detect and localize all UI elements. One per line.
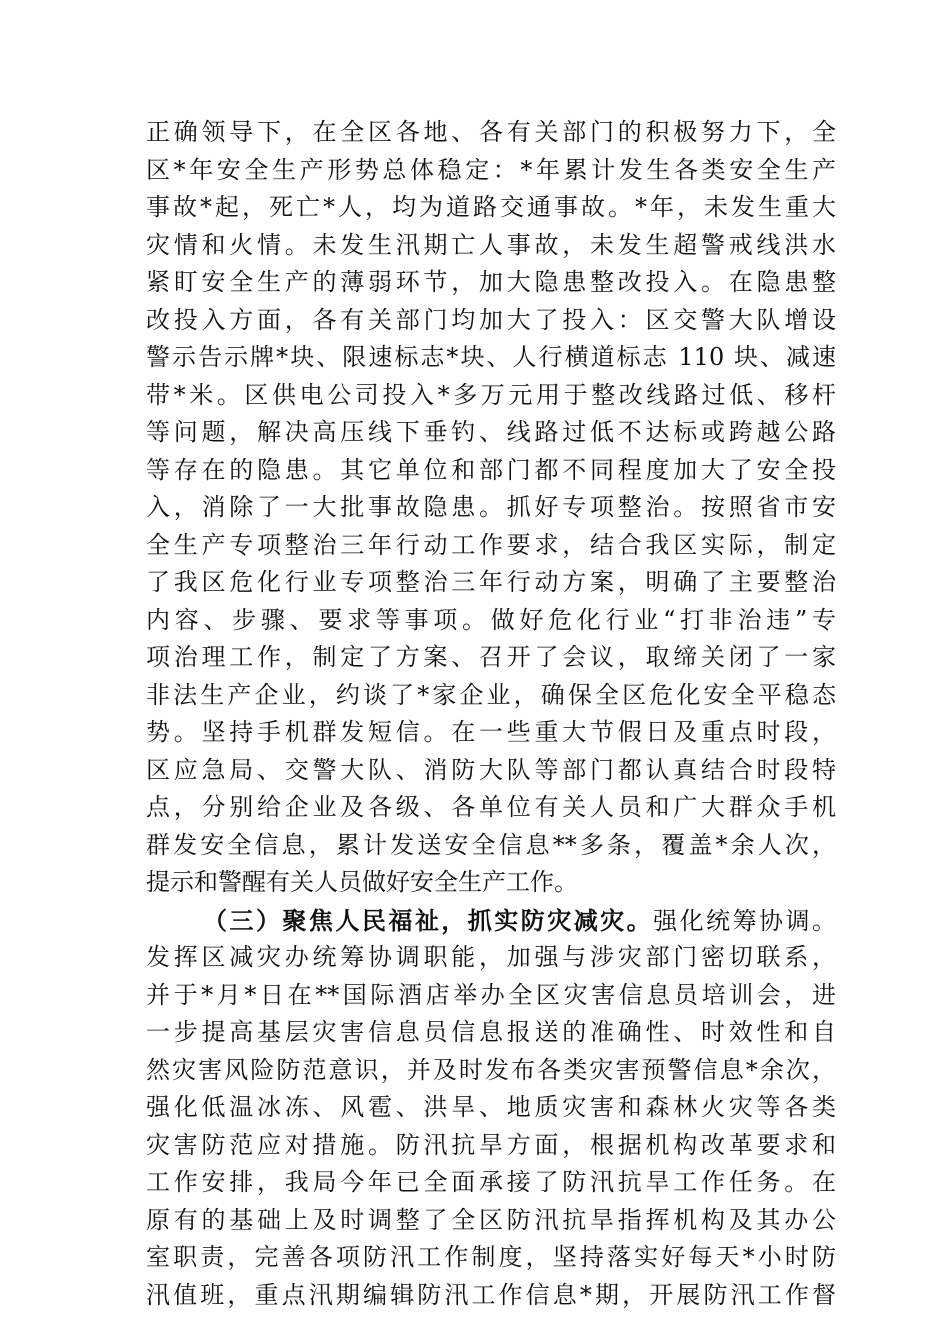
text-line: 非法生产企业，约谈了*家企业，确保全区危化安全平稳态 — [146, 680, 836, 709]
text-line: 紧盯安全生产的薄弱环节，加大隐患整改投入。在隐患整 — [146, 268, 836, 296]
text-line: 全生产专项整治三年行动工作要求，结合我区实际，制定 — [146, 530, 836, 559]
text-line: 并于*月*日在**国际酒店举办全区灾害信息员培训会，进 — [146, 980, 836, 1009]
text-line: 入，消除了一大批事故隐患。抓好专项整治。按照省市安 — [146, 493, 836, 521]
paragraph-end-line: 提示和警醒有关人员做好安全生产工作。 — [146, 868, 578, 896]
section-heading-line — [146, 902, 836, 940]
text-line: 一步提高基层灾害信息员信息报送的准确性、时效性和自 — [146, 1018, 836, 1046]
text-line: 原有的基础上及时调整了全区防汛抗旱指挥机构及其办公 — [146, 1205, 836, 1234]
text-line: 区*年安全生产形势总体稳定：*年累计发生各类安全生产 — [146, 155, 836, 184]
text-line: 正确领导下，在全区各地、各有关部门的积极努力下，全 — [146, 118, 836, 146]
text-line: 汛值班，重点汛期编辑防汛工作信息*期，开展防汛工作督 — [146, 1280, 836, 1309]
text-line: 灾情和火情。未发生汛期亡人事故，未发生超警戒线洪水 — [146, 230, 836, 259]
section-heading: （三）聚焦人民福祉，抓实防灾减灾。 — [203, 905, 654, 935]
text-line: 了我区危化行业专项整治三年行动方案，明确了主要整治 — [146, 568, 836, 596]
text-line: 发挥区减灾办统筹协调职能，加强与涉灾部门密切联系， — [146, 943, 836, 971]
section-first-sentence: 强化统筹协调。 — [653, 906, 837, 935]
text-line: 改投入方面，各有关部门均加大了投入：区交警大队增设 — [146, 305, 836, 334]
text-line: 势。坚持手机群发短信。在一些重大节假日及重点时段， — [146, 718, 836, 746]
text-line: 灾害防范应对措施。防汛抗旱方面，根据机构改革要求和 — [146, 1130, 836, 1159]
text-line: 项治理工作，制定了方案、召开了会议，取缔关闭了一家 — [146, 643, 836, 671]
text-line: 等问题，解决高压线下垂钓、线路过低不达标或跨越公路 — [146, 418, 836, 446]
text-line: 群发安全信息，累计发送安全信息**多条，覆盖*余人次， — [146, 830, 836, 859]
text-line: 内容、步骤、要求等事项。做好危化行业“打非治违”专 — [146, 605, 836, 634]
body-text — [146, 114, 836, 1314]
text-line: 室职责，完善各项防汛工作制度，坚持落实好每天*小时防 — [146, 1243, 836, 1271]
text-line: 等存在的隐患。其它单位和部门都不同程度加大了安全投 — [146, 455, 836, 484]
text-line: 区应急局、交警大队、消防大队等部门都认真结合时段特 — [146, 755, 836, 784]
text-line: 事故*起，死亡*人，均为道路交通事故。*年，未发生重大 — [146, 193, 836, 221]
text-line: 带*米。区供电公司投入*多万元用于整改线路过低、移杆 — [146, 380, 836, 409]
text-line: 强化低温冰冻、风雹、洪旱、地质灾害和森林火灾等各类 — [146, 1093, 836, 1121]
text-line: 然灾害风险防范意识，并及时发布各类灾害预警信息*余次， — [146, 1055, 836, 1084]
text-line: 点，分别给企业及各级、各单位有关人员和广大群众手机 — [146, 793, 836, 821]
text-line: 工作安排，我局今年已全面承接了防汛抗旱工作任务。在 — [146, 1168, 836, 1196]
text-line: 警示告示牌*块、限速标志*块、人行横道标志 110 块、减速 — [146, 343, 836, 371]
